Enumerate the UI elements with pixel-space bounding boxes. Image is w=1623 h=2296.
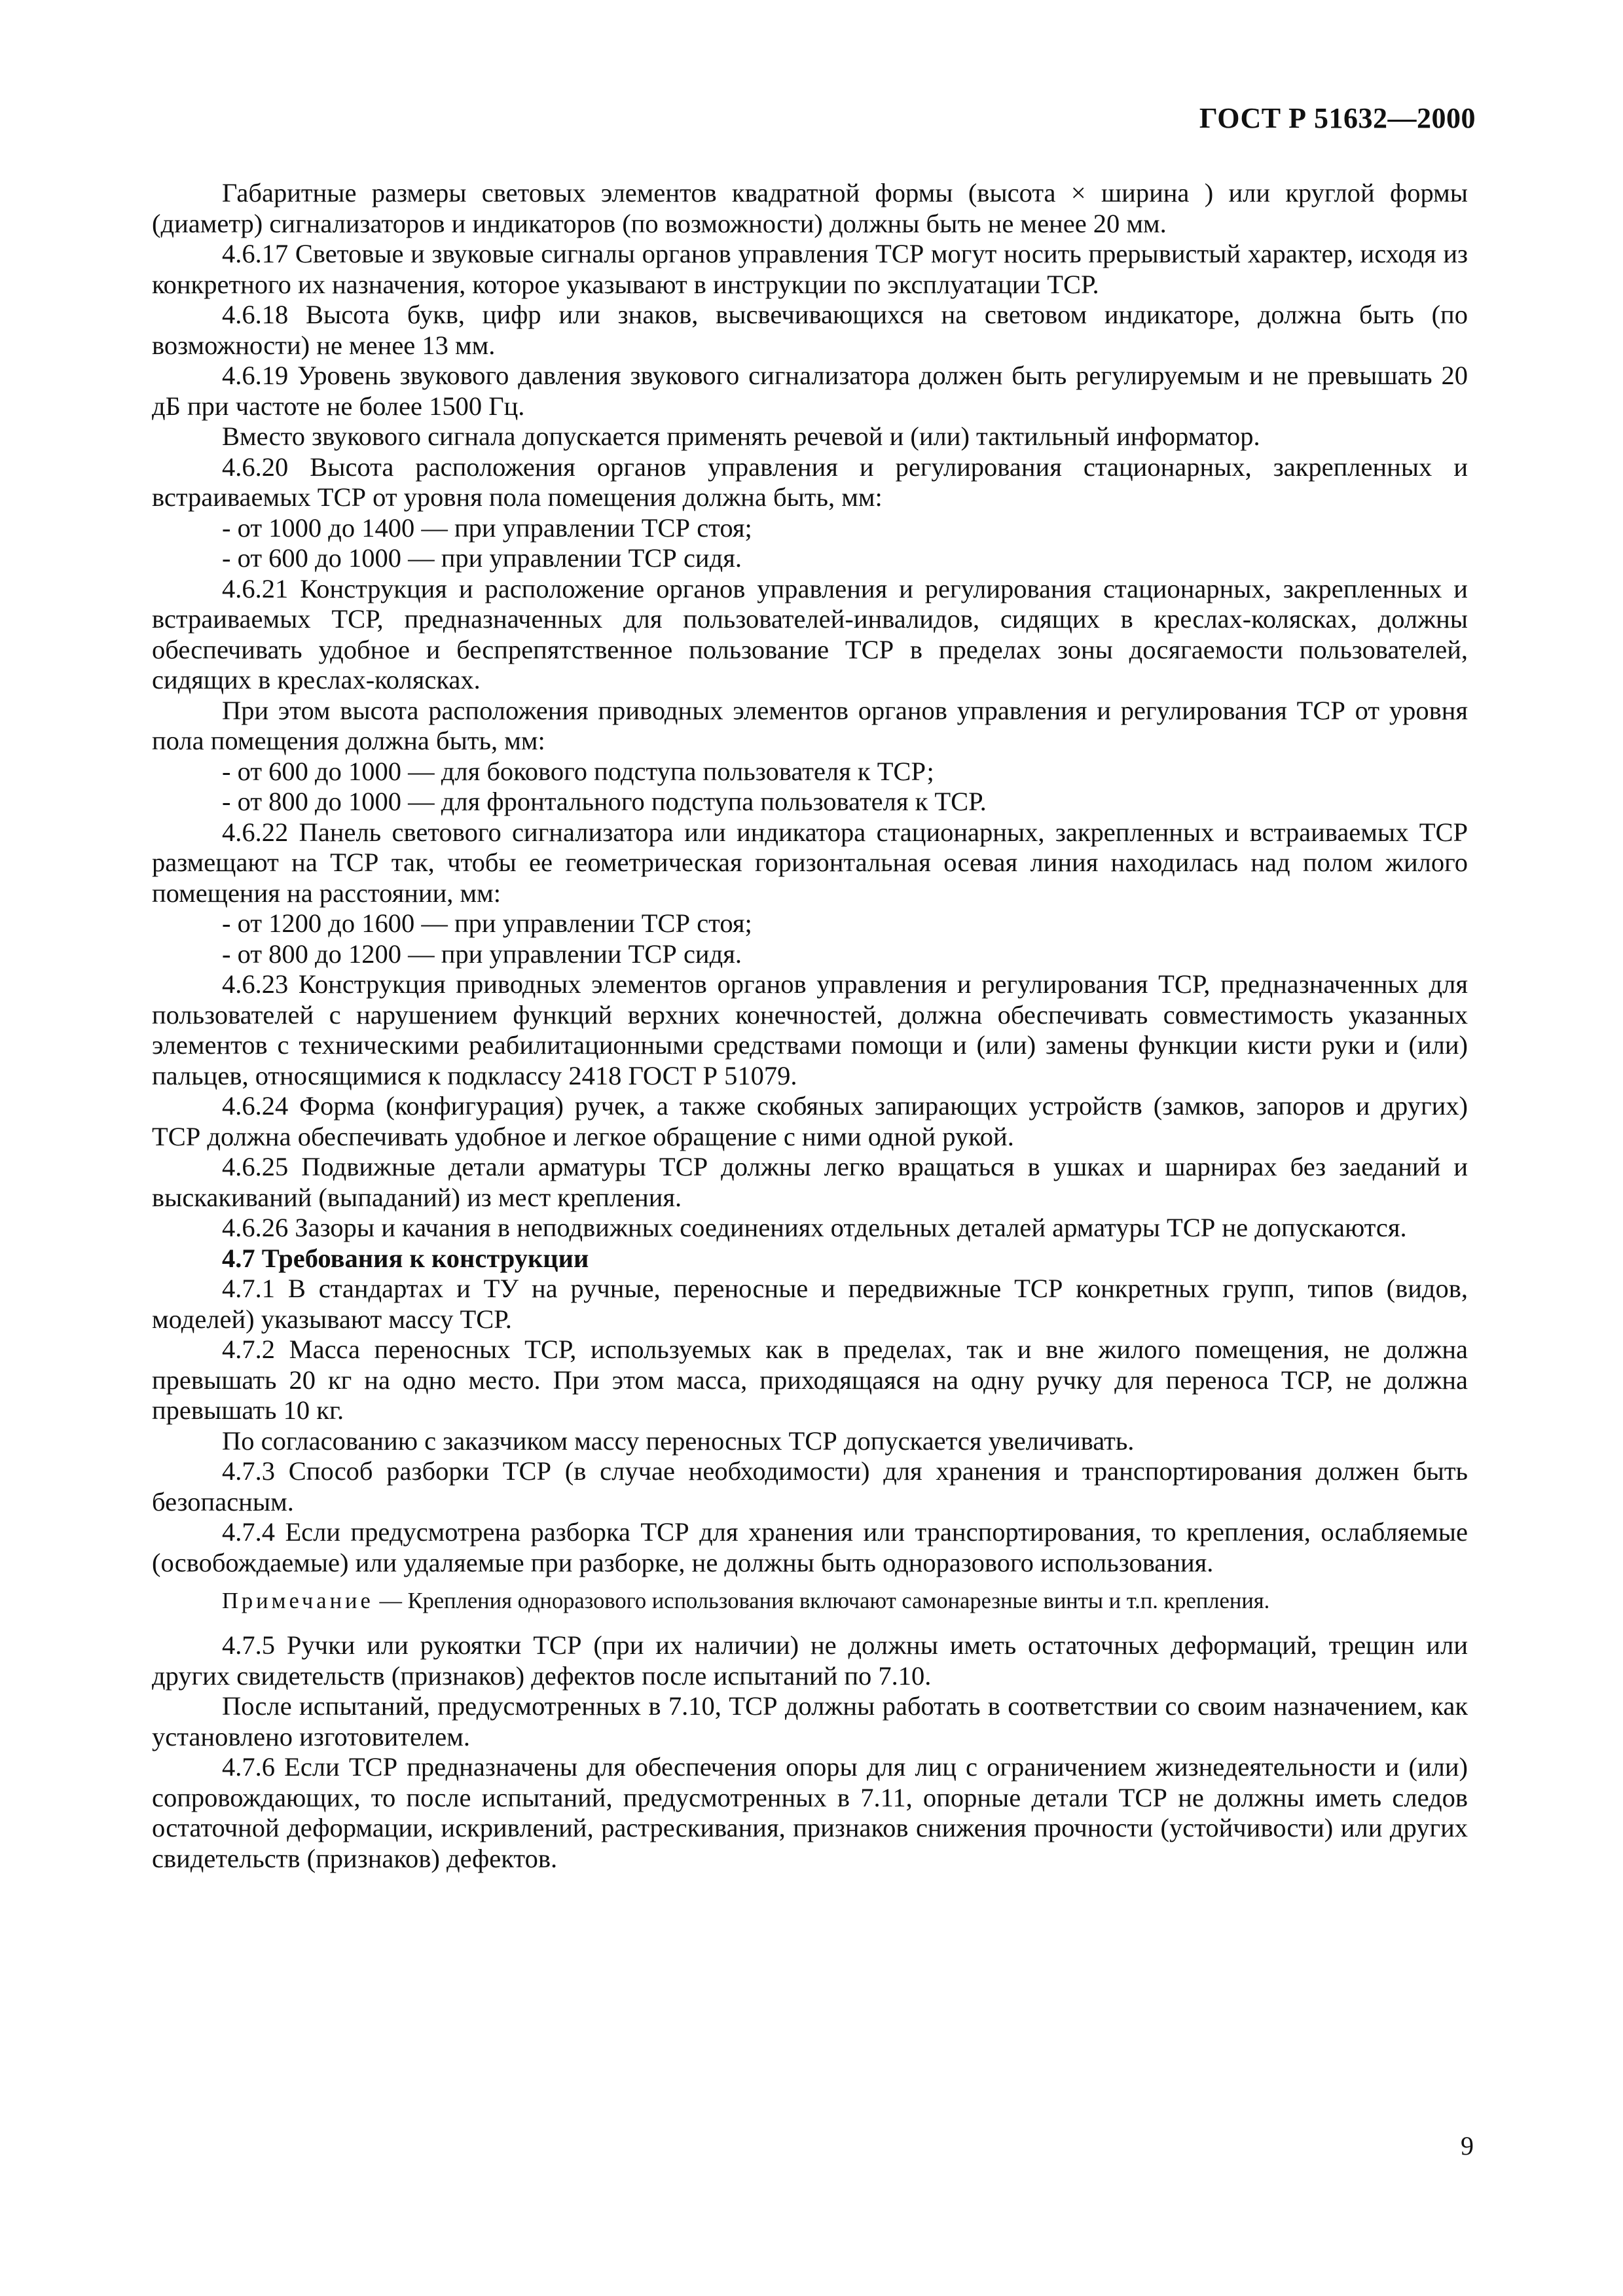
list-item: - от 600 до 1000 — для бокового подступа пользователя к ТСР; [222, 756, 934, 786]
paragraph: 4.7.5 Ручки или рукоятки ТСР (при их наличии) не должны иметь остаточных деформаций, трещин или других свидетельств (признаков) дефектов после испытаний по 7.10. [152, 1630, 1468, 1691]
page-number: 9 [1461, 2131, 1474, 2161]
paragraph: 4.6.24 Форма (конфигурация) ручек, а также скобяных запирающих устройств (замков, запоров и других) ТСР должна обеспечивать удобное и легкое обращение с ними одной рукой. [152, 1091, 1468, 1151]
paragraph: 4.7.1 В стандартах и ТУ на ручные, переносные и передвижные ТСР конкретных групп, типов (видов, моделей) указывают массу ТСР. [152, 1274, 1468, 1334]
paragraph: После испытаний, предусмотренных в 7.10, ТСР должны работать в соответствии со своим назначением, как установлено изготовителем. [152, 1691, 1468, 1751]
note-text: — Крепления одноразового использования включают самонарезные винты и т.п. крепления. [373, 1588, 1270, 1613]
paragraph: Габаритные размеры световых элементов квадратной формы (высота × ширина ) или круглой формы (диаметр) сигнализаторов и индикаторов (по возможности) должны быть не менее 20 мм. [152, 178, 1468, 238]
paragraph: 4.7.2 Масса переносных ТСР, используемых как в пределах, так и вне жилого помещения, не должна превышать 20 кг на одно место. При этом масса, приходящаяся на одну ручку для переноса ТСР, не должна превышать 10 кг. [152, 1335, 1468, 1425]
note [152, 1586, 1468, 1616]
paragraph: 4.6.18 Высота букв, цифр или знаков, высвечивающихся на световом индикаторе, должна быть (по возможности) не менее 13 мм. [152, 300, 1468, 360]
paragraph: 4.7.6 Если ТСР предназначены для обеспечения опоры для лиц с ограничением жизнедеятельности и (или) сопровождающих, то после испытаний, предусмотренных в 7.11, опорные детали ТСР не должны иметь следов остаточной деформации, искривлений, растрескивания, признаков снижения прочности (устойчивости) или других свидетельств (признаков) дефектов. [152, 1752, 1468, 1873]
list-item: - от 600 до 1000 — при управлении ТСР сидя. [222, 543, 742, 573]
list-item: - от 1000 до 1400 — при управлении ТСР стоя; [222, 512, 752, 543]
paragraph: 4.6.17 Световые и звуковые сигналы органов управления ТСР могут носить прерывистый характер, исходя из конкретного их назначения, которое указывают в инструкции по эксплуатации ТСР. [152, 239, 1468, 299]
paragraph: 4.6.26 Зазоры и качания в неподвижных соединениях отдельных деталей арматуры ТСР не допускаются. [222, 1213, 1407, 1242]
document-body [152, 178, 1468, 1874]
list-item: - от 800 до 1000 — для фронтального подступа пользователя к ТСР. [222, 787, 987, 816]
note-label: Примечание [222, 1588, 374, 1613]
paragraph: Вместо звукового сигнала допускается применять речевой и (или) тактильный информатор. [222, 422, 1260, 451]
paragraph: 4.7.3 Способ разборки ТСР (в случае необходимости) для хранения и транспортирования должен быть безопасным. [152, 1456, 1468, 1516]
list-item: - от 800 до 1200 — при управлении ТСР сидя. [222, 939, 742, 969]
section-heading: 4.7 Требования к конструкции [222, 1243, 589, 1273]
paragraph: При этом высота расположения приводных элементов органов управления и регулирования ТСР от уровня пола помещения должна быть, мм: [152, 695, 1468, 755]
paragraph: 4.6.23 Конструкция приводных элементов органов управления и регулирования ТСР, предназначенных для пользователей с нарушением функций верхних конечностей, должна обеспечивать совместимость указанных элементов с техническими реабилитационными средствами помощи и (или) замены функции кисти руки и (или) пальцев, относящимися к подклассу 2418 ГОСТ Р 51079. [152, 969, 1468, 1090]
paragraph: 4.7.4 Если предусмотрена разборка ТСР для хранения или транспортирования, то крепления, ослабляемые (освобождаемые) или удаляемые при разборке, не должны быть одноразового использования. [152, 1517, 1468, 1577]
paragraph: 4.6.19 Уровень звукового давления звукового сигнализатора должен быть регулируемым и не превышать 20 дБ при частоте не более 1500 Гц. [152, 361, 1468, 421]
paragraph: 4.6.21 Конструкция и расположение органов управления и регулирования стационарных, закрепленных и встраиваемых ТСР, предназначенных для пользователей-инвалидов, сидящих в креслах-колясках, должны обеспечивать удобное и беспрепятственное пользование ТСР в пределах зоны досягаемости пользователей, сидящих в креслах-колясках. [152, 573, 1468, 694]
paragraph: 4.6.20 Высота расположения органов управления и регулирования стационарных, закрепленных и встраиваемых ТСР от уровня пола помещения должна быть, мм: [152, 452, 1468, 512]
paragraph: По согласованию с заказчиком массу переносных ТСР допускается увеличивать. [222, 1426, 1135, 1456]
paragraph: 4.6.22 Панель светового сигнализатора или индикатора стационарных, закрепленных и встраиваемых ТСР размещают на ТСР так, чтобы ее геометрическая горизонтальная осевая линия находилась над полом жилого помещения на расстоянии, мм: [152, 817, 1468, 908]
document-header: ГОСТ Р 51632—2000 [1199, 102, 1476, 134]
paragraph: 4.6.25 Подвижные детали арматуры ТСР должны легко вращаться в ушках и шарнирах без заеданий и выскакиваний (выпаданий) из мест крепления. [152, 1152, 1468, 1212]
list-item: - от 1200 до 1600 — при управлении ТСР стоя; [222, 908, 752, 938]
